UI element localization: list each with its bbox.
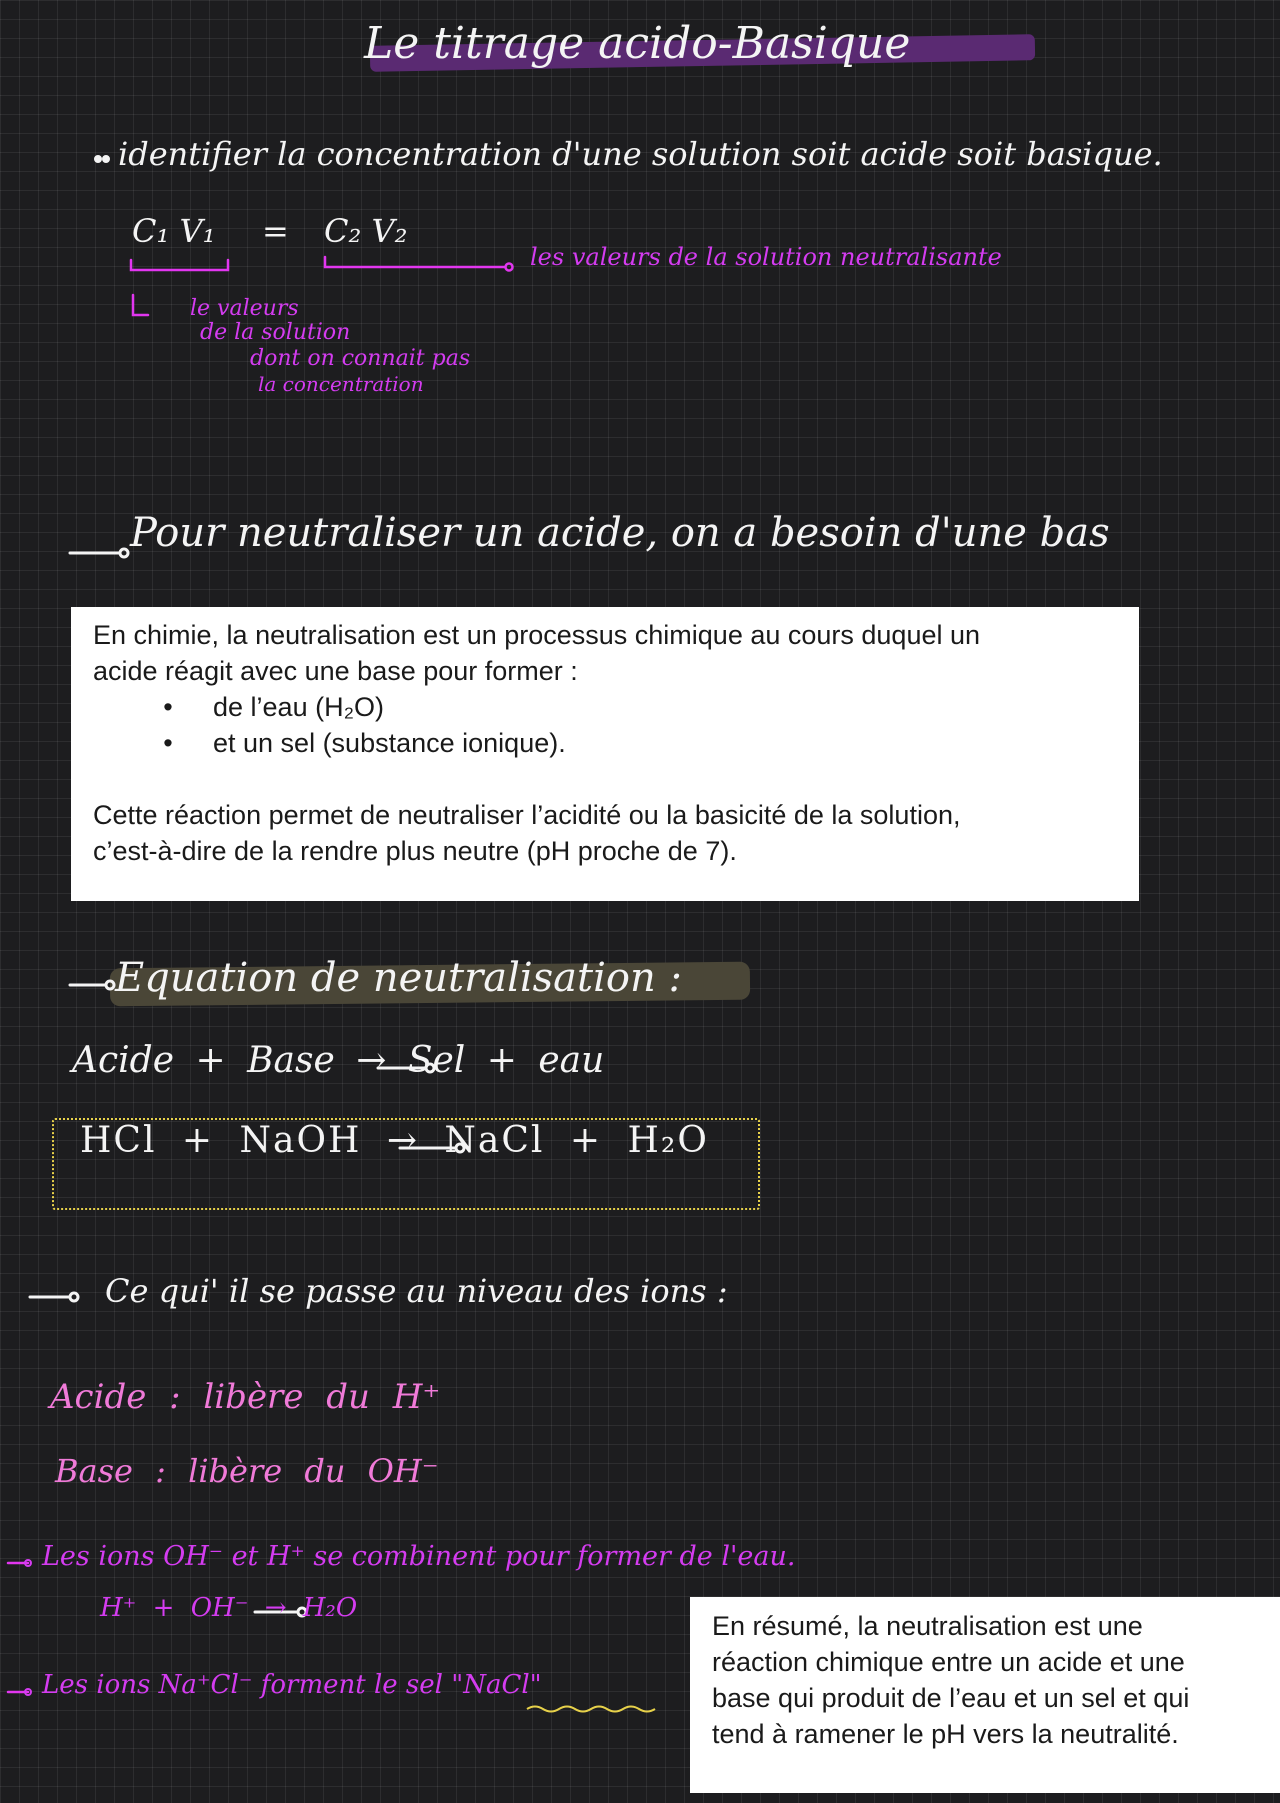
left-note-arrow-icon [133, 295, 148, 315]
bullet-text: de l’eau (H₂O) [213, 692, 385, 722]
intro-bullet-icon [96, 157, 101, 162]
bullet-icon: • [163, 692, 173, 722]
definition-card [71, 607, 1139, 901]
summary-line: En résumé, la neutralisation est une [712, 1611, 1143, 1641]
summary-line: base qui produit de l’eau et un sel et qui [712, 1683, 1190, 1713]
bullet-text: et un sel (substance ionique). [213, 728, 566, 758]
left-note-line: de la solution [200, 320, 351, 345]
nacl-underline-icon [527, 1707, 655, 1712]
formula-right-note: les valeurs de la solution neutralisante [530, 243, 1002, 271]
bullet-icon: • [163, 728, 173, 758]
card-text-line: acide réagit avec une base pour former : [93, 656, 578, 686]
word-equation: Acide + Base → Sel + eau [72, 1040, 605, 1081]
bullet-item [93, 689, 1117, 725]
chem-equation: HCl + NaOH → NaCl + H₂O [80, 1120, 709, 1161]
water-equation: H⁺ + OH⁻ → H₂O [100, 1593, 358, 1623]
left-note-line: la concentration [258, 372, 424, 396]
left-note-line: le valeurs [190, 296, 299, 321]
base-line: Base : libère du OH⁻ [55, 1452, 439, 1490]
acid-line: Acide : libère du H⁺ [50, 1377, 441, 1417]
left-note-line: dont on connait pas [250, 346, 471, 371]
equation-heading: Equation de neutralisation : [115, 955, 682, 1001]
salt-line: Les ions Na⁺Cl⁻ forment le sel "NaCl" [42, 1670, 542, 1700]
summary-line: tend à ramener le pH vers la neutralité. [712, 1719, 1179, 1749]
ions-heading: Ce qui' il se passe au niveau des ions : [105, 1272, 728, 1310]
combine-line: Les ions OH⁻ et H⁺ se combinent pour former de l'eau. [42, 1541, 796, 1572]
formula-right: C₂ V₂ [324, 212, 408, 250]
formula-left: C₁ V₁ [132, 212, 216, 250]
page-title: Le titrage acido-Basique [364, 18, 911, 69]
card-text-line: En chimie, la neutralisation est un processus chimique au cours duquel un [93, 620, 981, 650]
intro-text: identifier la concentration d'une solution soit acide soit basique. [118, 135, 1163, 173]
summary-line: réaction chimique entre un acide et une [712, 1647, 1185, 1677]
formula-equals: = [262, 212, 289, 250]
bullet-item [93, 725, 1117, 761]
summary-card [690, 1597, 1280, 1793]
left-underbracket-icon [131, 260, 228, 270]
card-text-line: c’est-à-dire de la rendre plus neutre (pH proche de 7). [93, 836, 737, 866]
right-underbracket-icon [325, 257, 505, 267]
card-text-line: Cette réaction permet de neutraliser l’acidité ou la basicité de la solution, [93, 800, 961, 830]
neutralize-heading: Pour neutraliser un acide, on a besoin d'une bas [130, 510, 1110, 556]
